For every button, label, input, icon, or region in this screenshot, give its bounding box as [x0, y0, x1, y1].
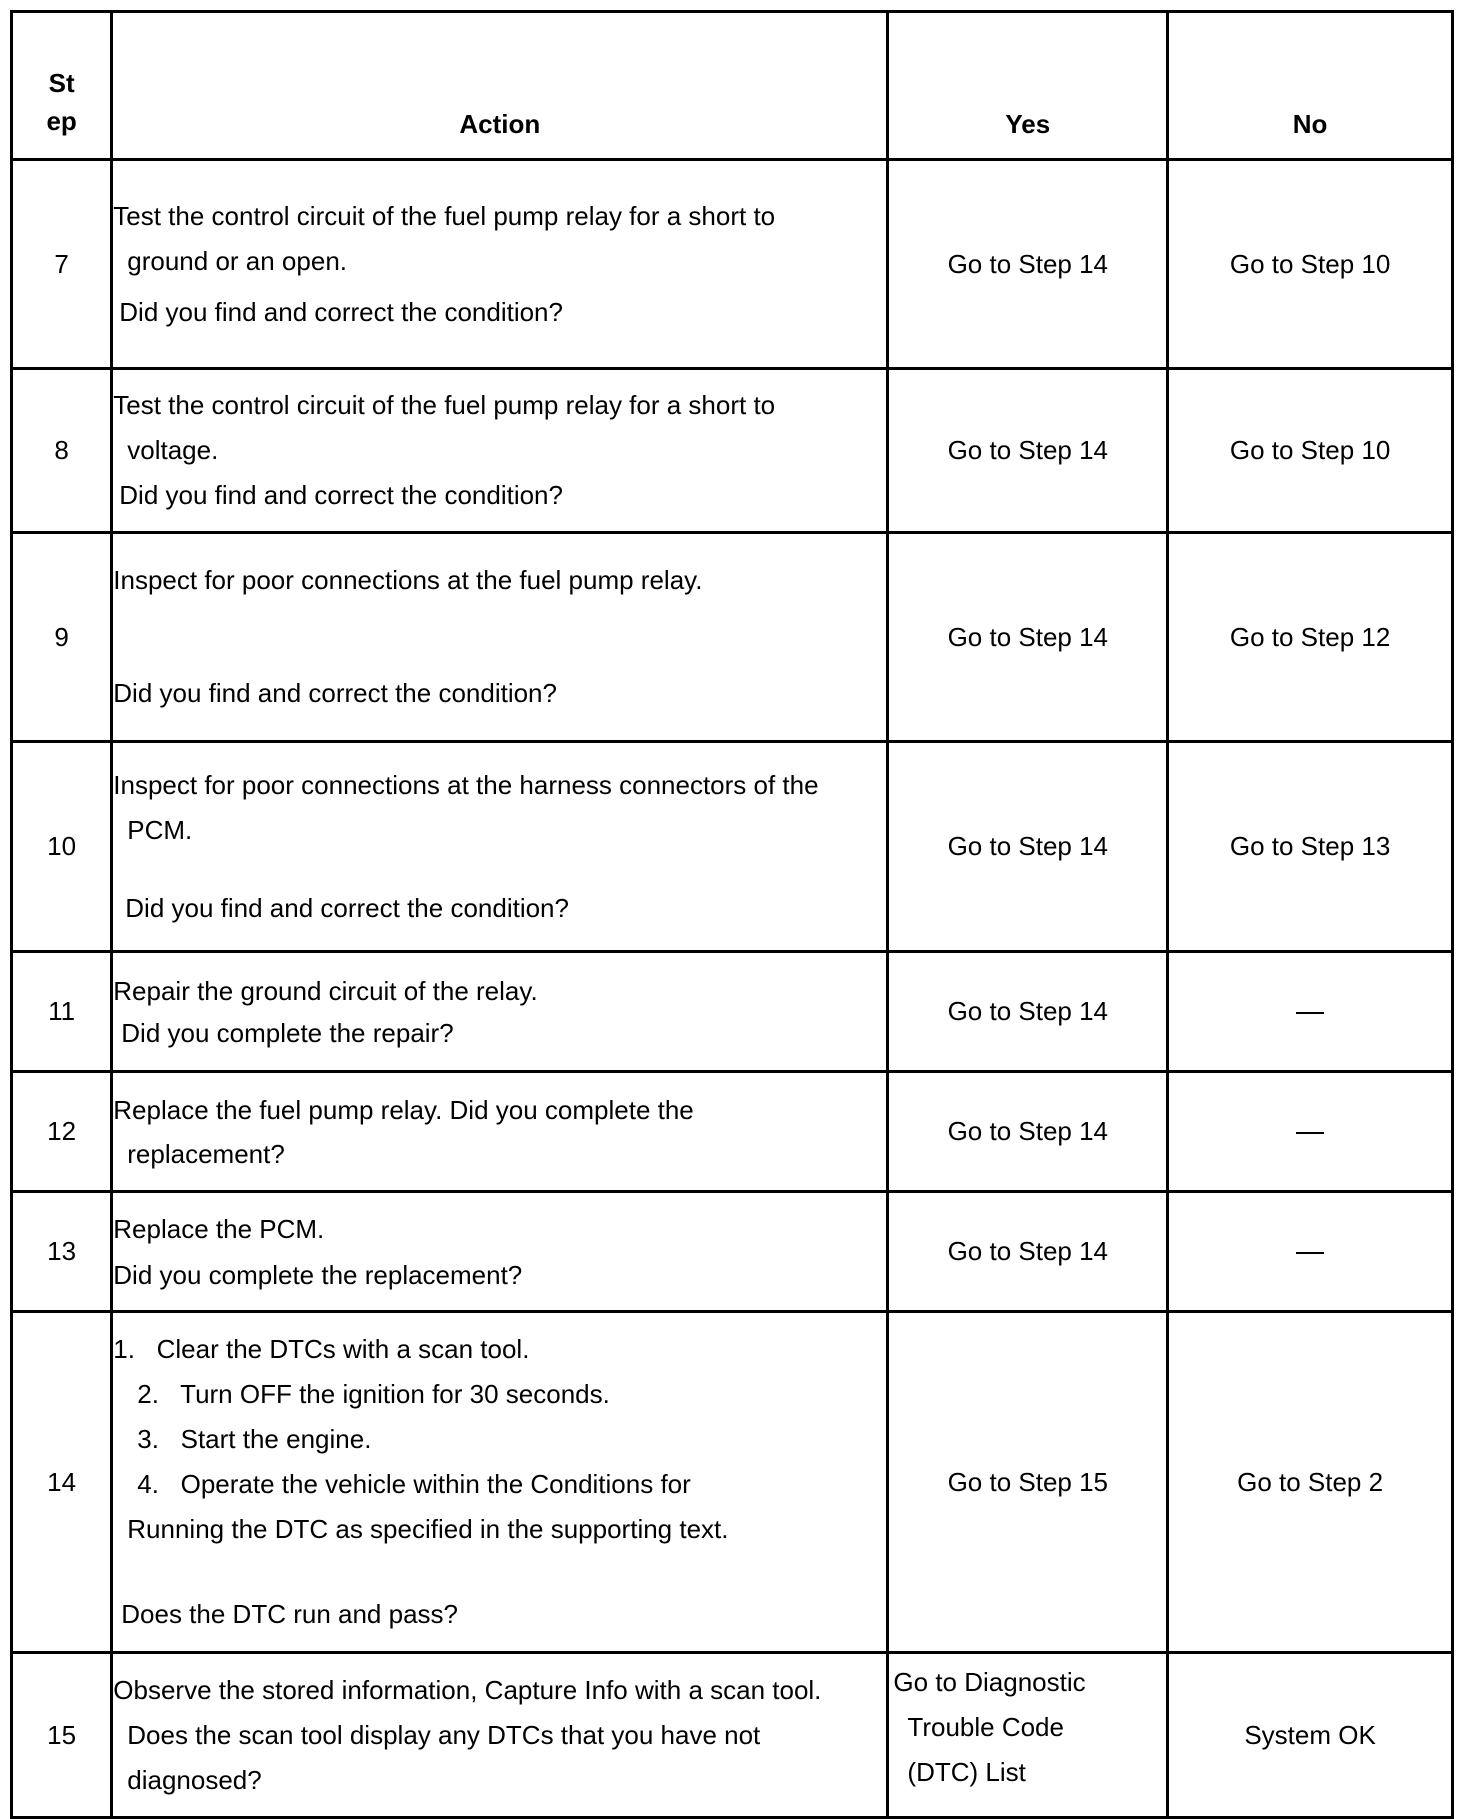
no-cell [1168, 952, 1453, 1072]
table-row-step-14 [12, 1312, 1453, 1653]
action-line: 2. Turn OFF the ignition for 30 seconds. [137, 1379, 610, 1409]
table-row-step-15 [12, 1653, 1453, 1818]
yes-line: (DTC) List [907, 1757, 1026, 1787]
no-cell: Go to Step 10 [1168, 369, 1453, 533]
action-line: Observe the stored information, Capture Info with a scan tool. [113, 1674, 822, 1705]
yes-cell: Go to Step 14 [888, 1192, 1168, 1312]
action-cell [112, 533, 888, 742]
action-question: Does the DTC run and pass? [121, 1599, 458, 1629]
no-cell: Go to Step 2 [1168, 1312, 1453, 1653]
action-line: Repair the ground circuit of the relay. [113, 975, 538, 1006]
diagnostic-table [10, 10, 1454, 1819]
blank-gap [113, 603, 886, 648]
action-line: Replace the fuel pump relay. Did you complete the [113, 1094, 694, 1125]
action-cell [112, 369, 888, 533]
yes-line: Trouble Code [907, 1712, 1064, 1742]
action-line: diagnosed? [127, 1764, 262, 1795]
action-question: Did you find and correct the condition? [125, 892, 569, 923]
step-number: 12 [12, 1072, 112, 1192]
action-line: Inspect for poor connections at the fuel pump relay. [113, 565, 703, 595]
action-question: Did you find and correct the condition? [119, 480, 563, 510]
action-line: Replace the PCM. [113, 1213, 325, 1244]
action-question: Did you complete the repair? [121, 1017, 454, 1048]
table-row-step-13 [12, 1192, 1453, 1312]
header-yes: Yes [888, 12, 1168, 160]
table-row-step-9 [12, 533, 1453, 742]
action-cell [112, 1653, 888, 1818]
yes-cell: Go to Step 14 [888, 533, 1168, 742]
table-row-step-10 [12, 742, 1453, 952]
action-cell [112, 1192, 888, 1312]
action-question: Did you find and correct the condition? [113, 678, 557, 708]
header-action: Action [112, 12, 888, 160]
action-cell [112, 952, 888, 1072]
action-line: 3. Start the engine. [137, 1424, 372, 1454]
action-line: PCM. [127, 814, 193, 845]
no-cell: Go to Step 12 [1168, 533, 1453, 742]
step-number: 10 [12, 742, 112, 952]
action-line: 4. Operate the vehicle within the Conditions for [137, 1469, 691, 1499]
action-cell [112, 160, 888, 369]
action-line: Does the scan tool display any DTCs that you have not [127, 1719, 761, 1750]
yes-cell [888, 1653, 1168, 1818]
table-row-step-7 [12, 160, 1453, 369]
table-row-step-11 [12, 952, 1453, 1072]
table-row-step-8 [12, 369, 1453, 533]
action-line: Inspect for poor connections at the harness connectors of the [113, 769, 819, 800]
table-row-step-12 [12, 1072, 1453, 1192]
header-step-line2: ep [46, 106, 77, 136]
action-cell [112, 1072, 888, 1192]
action-line: Running the DTC as specified in the supporting text. [127, 1514, 729, 1544]
header-row [12, 12, 1453, 160]
action-line: replacement? [127, 1138, 285, 1169]
yes-line: Go to Diagnostic [893, 1667, 1086, 1697]
step-number: 14 [12, 1312, 112, 1653]
dash-mark [1296, 1132, 1324, 1134]
action-line: voltage. [127, 435, 219, 465]
action-question: Did you find and correct the condition? [119, 296, 563, 327]
dash-mark [1296, 1252, 1324, 1254]
action-cell [112, 1312, 888, 1653]
no-cell: Go to Step 10 [1168, 160, 1453, 369]
no-cell [1168, 1072, 1453, 1192]
no-cell [1168, 1192, 1453, 1312]
step-number: 7 [12, 160, 112, 369]
yes-cell: Go to Step 14 [888, 952, 1168, 1072]
yes-cell: Go to Step 14 [888, 160, 1168, 369]
yes-cell: Go to Step 14 [888, 369, 1168, 533]
step-number: 15 [12, 1653, 112, 1818]
step-number: 13 [12, 1192, 112, 1312]
action-line: Test the control circuit of the fuel pump relay for a short to [113, 390, 776, 420]
header-step-line1: St [48, 68, 75, 98]
action-line: 1. Clear the DTCs with a scan tool. [113, 1334, 530, 1364]
action-question: Did you complete the replacement? [113, 1259, 523, 1290]
dash-mark [1296, 1012, 1324, 1014]
yes-cell: Go to Step 14 [888, 1072, 1168, 1192]
step-number: 11 [12, 952, 112, 1072]
action-line: ground or an open. [127, 245, 347, 276]
step-number: 8 [12, 369, 112, 533]
no-cell: System OK [1168, 1653, 1453, 1818]
action-cell [112, 742, 888, 952]
header-step [12, 12, 112, 160]
yes-cell: Go to Step 15 [888, 1312, 1168, 1653]
step-number: 9 [12, 533, 112, 742]
no-cell: Go to Step 13 [1168, 742, 1453, 952]
action-line: Test the control circuit of the fuel pump relay for a short to [113, 200, 776, 231]
header-no: No [1168, 12, 1453, 160]
yes-cell: Go to Step 14 [888, 742, 1168, 952]
